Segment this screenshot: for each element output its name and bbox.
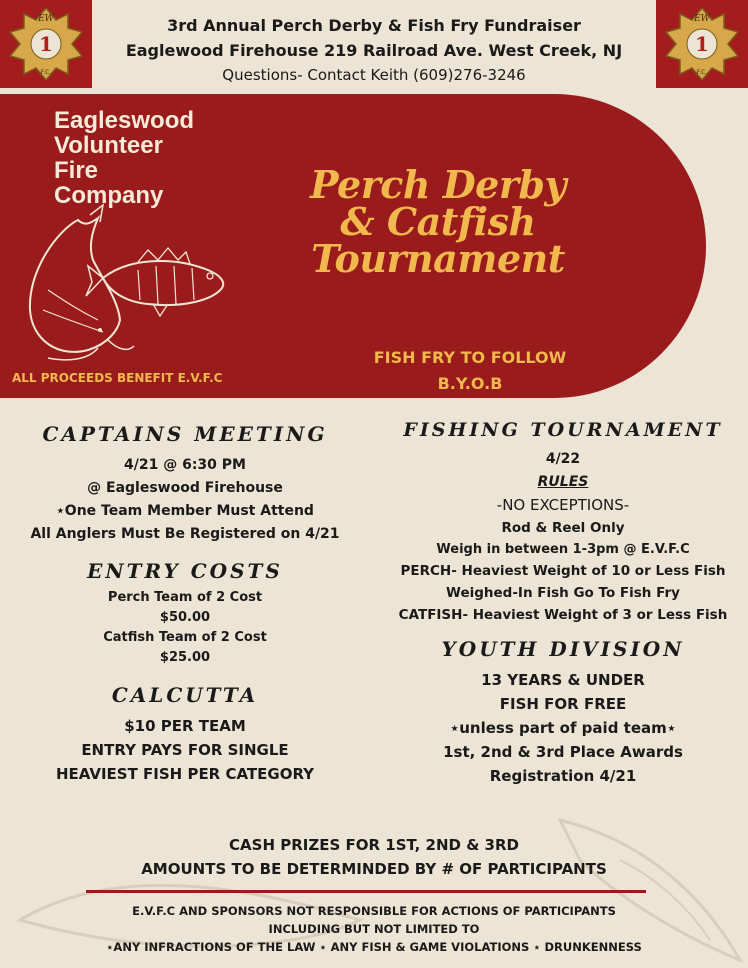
company-name-line: Volunteer	[54, 132, 163, 159]
calcutta-line: ENTRY PAYS FOR SINGLE	[81, 741, 289, 759]
calcutta-details	[0, 714, 370, 786]
tournament-date: 4/22	[545, 451, 581, 467]
proceeds-note: ALL PROCEEDS BENEFIT E.V.F.C	[12, 371, 223, 385]
disclaimer-line: E.V.F.C AND SPONSORS NOT RESPONSIBLE FOR ACTIONS OF PARTICIPANTS	[132, 904, 616, 918]
catfish-perch-illustration	[8, 200, 238, 370]
fish-fry-text: FISH FRY TO FOLLOW	[373, 348, 567, 367]
fire-company-badge-left	[0, 0, 92, 88]
tournament-title-line: Tournament	[311, 236, 565, 281]
youth-division-title: YOUTH DIVISION	[441, 637, 685, 661]
fish-fry-note	[330, 345, 610, 397]
rule-line: Rod & Reel Only	[501, 520, 625, 536]
fishing-tournament-details	[378, 448, 748, 626]
youth-line: Registration 4/21	[489, 767, 637, 785]
svg-text:1: 1	[39, 32, 53, 56]
disclaimer-line: ⋆ANY INFRACTIONS OF THE LAW ⋆ ANY FISH & GAME VIOLATIONS ⋆ DRUNKENNESS	[106, 940, 642, 954]
disclaimer-line: INCLUDING BUT NOT LIMITED TO	[268, 922, 480, 936]
captains-line: ⋆One Team Member Must Attend	[56, 503, 314, 519]
rule-line: PERCH- Heaviest Weight of 10 or Less Fish	[400, 563, 726, 579]
youth-line: 1st, 2nd & 3rd Place Awards	[443, 743, 683, 761]
rule-line: Weighed-In Fish Go To Fish Fry	[446, 585, 680, 601]
entry-line: $25.00	[159, 650, 211, 665]
calcutta-line: $10 PER TEAM	[124, 717, 246, 735]
company-name-line: Fire	[54, 157, 99, 184]
calcutta-line: HEAVIEST FISH PER CATEGORY	[55, 765, 315, 783]
tournament-title	[270, 162, 606, 281]
svg-text:F.C.: F.C.	[696, 69, 708, 76]
company-name	[54, 108, 194, 208]
svg-text:EW: EW	[38, 14, 54, 24]
youth-division-details	[378, 668, 748, 788]
no-exceptions-text: -NO EXCEPTIONS-	[496, 496, 630, 514]
entry-costs-title: ENTRY COSTS	[87, 559, 283, 583]
byob-text: B.Y.O.B	[437, 374, 503, 393]
youth-line: 13 YEARS & UNDER	[481, 671, 645, 689]
captains-line: @ Eagleswood Firehouse	[87, 480, 283, 496]
cash-prizes: CASH PRIZES FOR 1ST, 2ND & 3RD	[229, 836, 519, 854]
maltese-cross-icon	[662, 4, 742, 84]
calcutta-title: CALCUTTA	[111, 683, 259, 707]
youth-line: FISH FOR FREE	[499, 695, 627, 713]
header-contact: Questions- Contact Keith (609)276-3246	[222, 66, 526, 84]
prize-amounts: AMOUNTS TO BE DETERMINDED BY # OF PARTICIPANTS	[141, 860, 607, 878]
tournament-title-line: Perch Derby	[309, 162, 567, 207]
entry-line: Catfish Team of 2 Cost	[103, 630, 267, 645]
svg-text:1: 1	[695, 32, 709, 56]
svg-text:F.C.: F.C.	[40, 69, 52, 76]
captains-meeting-title: CAPTAINS MEETING	[42, 422, 328, 446]
captains-line: 4/21 @ 6:30 PM	[124, 457, 246, 473]
captains-meeting-details	[0, 454, 370, 546]
company-name-line: Company	[54, 182, 164, 209]
entry-line: $50.00	[159, 610, 211, 625]
maltese-cross-icon	[6, 4, 86, 84]
youth-line: ⋆unless part of paid team⋆	[449, 719, 677, 737]
captains-line: All Anglers Must Be Registered on 4/21	[30, 526, 340, 542]
rule-line: CATFISH- Heaviest Weight of 3 or Less Fish	[398, 607, 728, 623]
company-name-line: Eagleswood	[54, 107, 195, 134]
rules-heading: RULES	[537, 474, 589, 490]
tournament-title-line: & Catfish	[340, 199, 536, 244]
rule-line: Weigh in between 1-3pm @ E.V.F.C	[436, 542, 690, 557]
fishing-tournament-title: FISHING TOURNAMENT	[403, 419, 723, 441]
header-address: Eaglewood Firehouse 219 Railroad Ave. West Creek, NJ	[125, 41, 623, 60]
entry-line: Perch Team of 2 Cost	[107, 590, 263, 605]
header-event-title: 3rd Annual Perch Derby & Fish Fry Fundraiser	[167, 16, 581, 35]
svg-text:EW: EW	[694, 14, 710, 24]
footer-divider	[86, 890, 646, 893]
fire-company-badge-right	[656, 0, 748, 88]
entry-costs-details	[0, 588, 370, 668]
